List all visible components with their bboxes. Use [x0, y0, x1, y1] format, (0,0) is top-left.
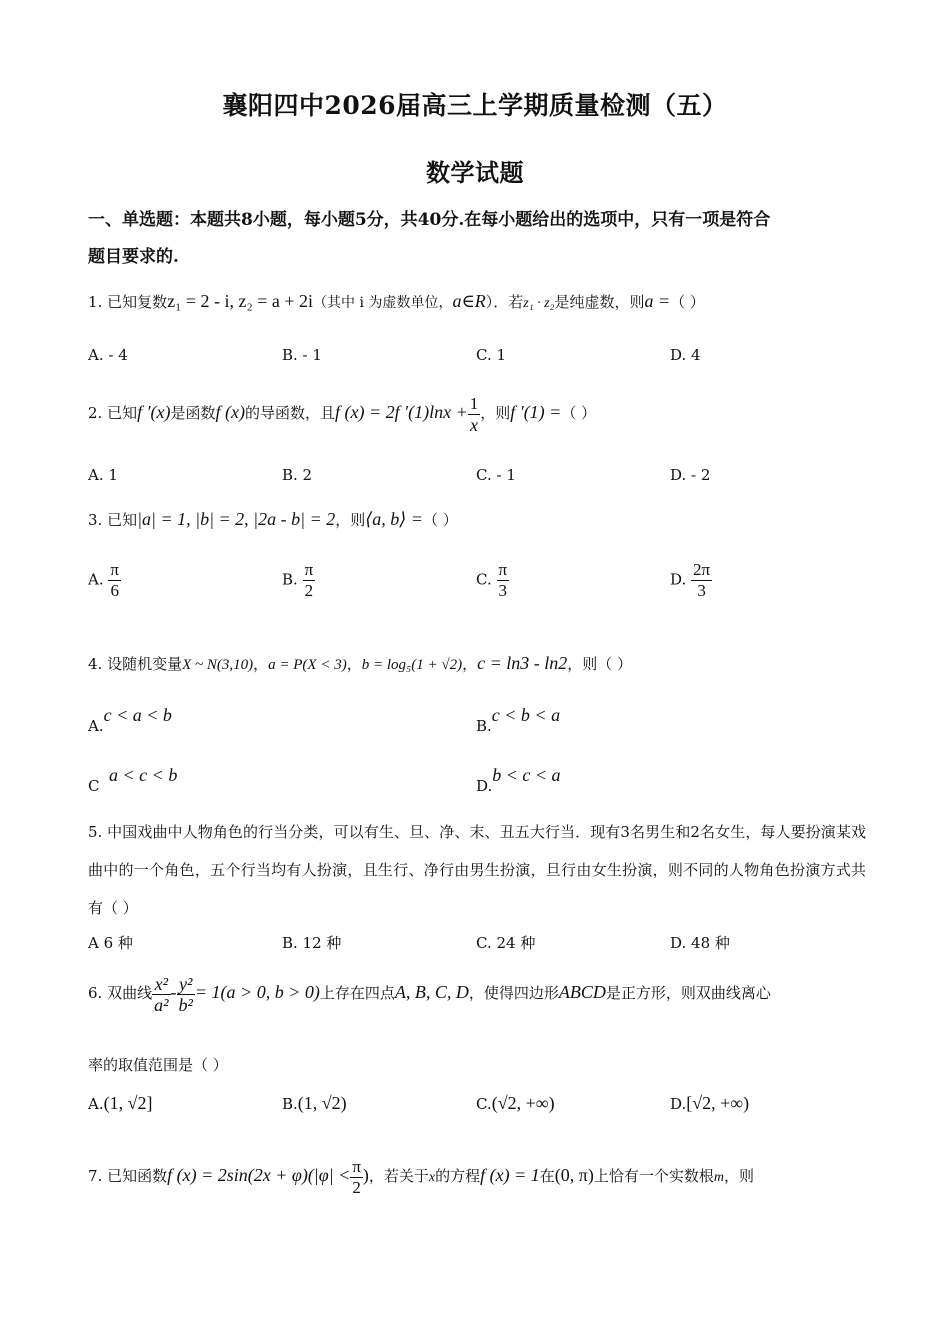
- q3-option-a-frac: [108, 560, 121, 601]
- q6-quad: ABCD: [558, 982, 606, 1002]
- q4-option-d: [476, 764, 561, 795]
- q3-option-d-frac: [691, 560, 712, 601]
- q1-ask: a =: [644, 291, 671, 311]
- q2-ask: f ′(1) =: [510, 402, 562, 422]
- q6-option-c-label: C.: [476, 1095, 492, 1113]
- question-6: [88, 968, 868, 1017]
- q3-option-a: [88, 560, 121, 601]
- question-7: [88, 1150, 868, 1203]
- section-heading-line1: 一、单选题：本题共8小题，每小题5分，共40分.在每小题给出的选项中，只有一项是符合: [88, 210, 771, 230]
- q4-option-c-expr: a < c < b: [109, 765, 178, 785]
- q6-option-d-expr: [√2, +∞): [686, 1093, 750, 1113]
- q4-option-c: [88, 764, 178, 795]
- q4-option-b: [476, 704, 561, 735]
- q3-prefix: 3. 已知: [88, 511, 138, 529]
- q2-option-b: B. 2: [282, 466, 313, 484]
- q7-cond-frac: [350, 1157, 363, 1198]
- q4-option-b-label: B.: [476, 717, 492, 735]
- q1-blank: （ ）: [670, 293, 705, 311]
- q1-cond: a∈R: [452, 291, 486, 311]
- q7-cond-num: π: [352, 1156, 361, 1176]
- q7-prefix: 7. 已知函数: [88, 1167, 168, 1185]
- section-heading: [88, 202, 868, 276]
- q4-suffix: ，则（ ）: [567, 655, 633, 673]
- q2-eq-lhs: f (x) = 2f ′(1)lnx +: [335, 402, 468, 422]
- q2-option-c: C. - 1: [476, 466, 516, 484]
- q2-option-d: D. - 2: [670, 466, 711, 484]
- q3-option-b-frac: [303, 560, 316, 601]
- q7-mid3: 在: [539, 1167, 555, 1185]
- section-heading-line2: 题目要求的.: [88, 247, 179, 267]
- q6-option-c: [476, 1092, 555, 1115]
- q2-frac-num: 1: [469, 393, 479, 413]
- q2-prefix: 2. 已知: [88, 404, 138, 422]
- q3-option-c-label: C.: [476, 570, 492, 589]
- q6-option-c-expr: (√2, +∞): [491, 1093, 555, 1113]
- q6-line2: 率的取值范围是（ ）: [88, 1056, 228, 1074]
- q7-eq: f (x) = 1: [480, 1165, 540, 1185]
- q6-prefix: 6. 双曲线: [88, 984, 153, 1002]
- q1-expr: z₁ = 2 - i, z₂ = a + 2i: [167, 291, 314, 311]
- q4-b: b = log₅(1 + √2): [361, 657, 463, 673]
- q3-d-den: 3: [691, 580, 712, 601]
- q3-option-b: [282, 560, 315, 601]
- q6-option-b-expr: (1, √2): [297, 1093, 347, 1113]
- q7-interval: (0, π): [554, 1165, 594, 1185]
- q2-frac-den: x: [469, 414, 478, 435]
- q2-f2: f (x): [215, 402, 246, 422]
- q3-option-b-label: B.: [282, 570, 298, 589]
- q4-option-a-label: A.: [88, 717, 104, 735]
- q1-option-a: A. - 4: [88, 346, 128, 364]
- q3-option-d-label: D.: [670, 570, 687, 589]
- q2-mid2: 的导函数，且: [245, 404, 336, 422]
- q6-option-b: [282, 1092, 347, 1115]
- q3-b-num: π: [304, 560, 314, 579]
- q4-option-c-label: C: [88, 777, 100, 795]
- q1-option-c: C. 1: [476, 346, 507, 364]
- q3-a-num: π: [110, 560, 119, 579]
- q7-cond-den: 2: [352, 1177, 361, 1197]
- q7-cond-open: (|φ| <: [307, 1165, 351, 1185]
- q5-option-c: C. 24 种: [476, 934, 536, 952]
- q1-prefix: 1. 已知复数: [88, 293, 168, 311]
- q4-option-b-expr: c < b < a: [491, 705, 561, 725]
- q7-mid2: 的方程: [435, 1167, 481, 1185]
- q3-b-den: 2: [303, 580, 316, 601]
- q3-option-a-label: A.: [88, 570, 104, 589]
- q6-pts: A, B, C, D: [394, 982, 469, 1002]
- q6-mid2: ，使得四边形: [468, 984, 559, 1002]
- q7-mid: ，若关于: [368, 1167, 429, 1185]
- q3-blank: （ ）: [422, 511, 458, 529]
- question-4: 4. 设随机变量X ~ N(3,10)，a = P(X < 3)，b = log₅(1 + √2)，c = ln3 - ln2，则（ ）: [88, 653, 633, 673]
- q6-minus: -: [170, 982, 177, 1002]
- q5-option-d: D. 48 种: [670, 934, 730, 952]
- exam-title: 襄阳四中2026届高三上学期质量检测（五）: [222, 91, 728, 120]
- exam-subtitle: 数学试题: [426, 158, 524, 187]
- q7-var: x: [428, 1170, 436, 1185]
- q6-frac-y: [177, 974, 195, 1015]
- q1-option-d: D. 4: [670, 346, 701, 364]
- q6-x2: x²: [152, 974, 170, 995]
- q6-option-d-label: D.: [670, 1095, 687, 1113]
- q6-option-a-label: A.: [88, 1095, 104, 1113]
- q7-f: f (x) = 2sin(2x + φ): [167, 1165, 308, 1185]
- q4-option-a-expr: c < a < b: [103, 705, 172, 725]
- q7-suffix: ，则: [724, 1167, 755, 1185]
- q3-option-c-frac: [497, 560, 510, 601]
- question-2: [88, 392, 868, 435]
- q6-option-b-label: B.: [282, 1095, 298, 1113]
- q5-option-b: B. 12 种: [282, 934, 342, 952]
- q6-option-a-expr: (1, √2]: [103, 1093, 153, 1113]
- q1-mid: （其中 i 为虚数单位，: [313, 295, 453, 311]
- q6-frac-x: [152, 974, 170, 1015]
- q2-mid: 是函数: [170, 404, 216, 422]
- q2-suffix: ，则: [480, 404, 511, 422]
- q7-mid4: 上恰有一个实数根: [593, 1167, 714, 1185]
- q3-ask: ⟨a, b⟩ =: [365, 509, 423, 529]
- q3-suffix: ，则: [335, 511, 366, 529]
- q7-cond-close: ): [362, 1165, 369, 1185]
- q2-blank: （ ）: [561, 404, 597, 422]
- q2-option-a: A. 1: [88, 466, 118, 484]
- q6-suffix: 是正方形，则双曲线离心: [605, 984, 771, 1002]
- q3-c-num: π: [498, 560, 508, 579]
- q4-x: X ~ N(3,10): [182, 657, 254, 673]
- q6-y2: y²: [177, 974, 195, 995]
- question-1: [88, 290, 868, 315]
- question-5: 5. 中国戏曲中人物角色的行当分类，可以有生、旦、净、末、丑五大行当．现有3名男生和2名女生，每人要扮演某戏曲中的一个角色，五个行当均有人扮演，且生行、净行由男生扮演，旦行由女生扮演，则不同的人物角色扮演方式共有（ ）: [88, 823, 866, 917]
- q3-d-num: 2π: [693, 560, 711, 579]
- q1-mid2: ）．若: [485, 293, 524, 311]
- q4-c: c = ln3 - ln2: [477, 653, 568, 673]
- q3-option-d: [670, 560, 712, 601]
- q3-c-den: 3: [497, 580, 510, 601]
- q3-option-c: [476, 560, 509, 601]
- q6-option-a: [88, 1092, 152, 1115]
- q4-option-d-label: D.: [476, 777, 493, 795]
- q4-option-a: [88, 704, 172, 735]
- q5-option-a: A 6 种: [88, 934, 133, 952]
- q1-prod: z₁ · z₂: [523, 296, 555, 311]
- q4-option-d-expr: b < c < a: [492, 765, 561, 785]
- q6-eq: = 1(a > 0, b > 0): [194, 982, 320, 1002]
- q7-root: m: [713, 1170, 725, 1185]
- q6-option-d: [670, 1092, 749, 1115]
- q2-fraction: [468, 394, 481, 435]
- q6-mid: 上存在四点: [319, 984, 395, 1002]
- q3-a-den: 6: [108, 580, 121, 601]
- q6-a2: a²: [154, 994, 169, 1015]
- q4-prefix: 4. 设随机变量: [88, 655, 183, 673]
- q6-b2: b²: [178, 994, 193, 1015]
- q1-suffix: 是纯虚数，则: [554, 293, 645, 311]
- q1-option-b: B. - 1: [282, 346, 322, 364]
- q2-f1: f ′(x): [137, 402, 171, 422]
- q4-a: a = P(X < 3): [268, 657, 347, 673]
- q3-expr: |a| = 1, |b| = 2, |2a - b| = 2: [137, 509, 336, 529]
- question-3: [88, 508, 868, 531]
